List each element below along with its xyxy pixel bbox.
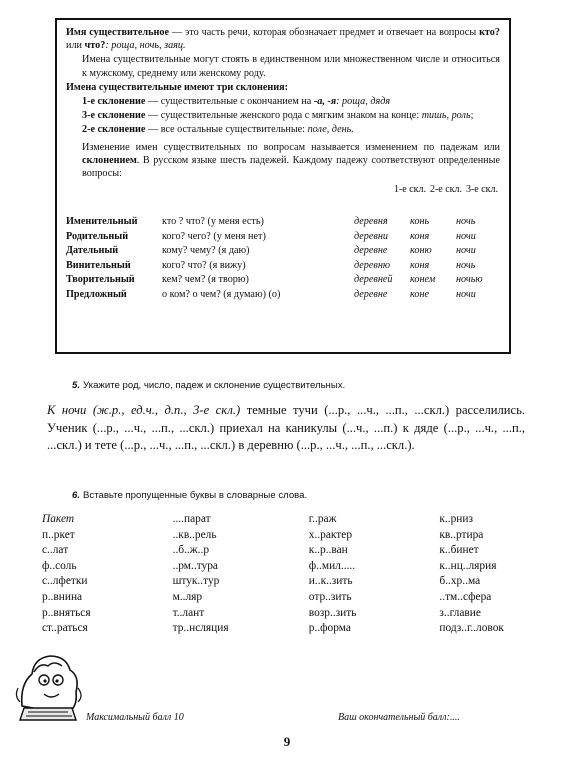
case-name: Родительный <box>66 230 129 242</box>
word-item: т..лант <box>172 606 205 619</box>
exercise-5-text <box>47 402 525 455</box>
word-item: тр..нсляция <box>172 622 229 635</box>
rule-q1: кто? <box>479 27 500 38</box>
case-example-3: ночь <box>456 215 476 227</box>
exercise-6-instruction: Вставьте пропущенные буквы в словарные слова. <box>83 490 308 501</box>
word-item: ф..мил..... <box>308 559 356 572</box>
word-item: отр..зить <box>308 590 352 603</box>
cases-table <box>66 214 500 302</box>
word-item: к..нц..лярия <box>439 559 497 572</box>
word-item: п..ркет <box>42 528 75 541</box>
word-item: с..лфетки <box>42 575 88 588</box>
rule-p4-text-a: Изменение имен существительных по вопросам называется изменением по падежам или <box>82 141 500 153</box>
word-item: р..вняться <box>42 606 91 619</box>
case-row <box>66 258 500 273</box>
rule-p4-text-b: . В русском языке шесть падежей. Каждому падежу соответствуют определенные вопросы: <box>82 154 500 180</box>
case-example-3: ночи <box>456 288 476 300</box>
word-item: б..хр..ма <box>439 575 481 588</box>
word-item: ....парат <box>172 513 211 525</box>
rule-p2: Имена существительные могут стоять в единственном или множественном числе и относиться к мужскому, среднему или женскому роду. <box>82 54 500 79</box>
case-row <box>66 229 500 244</box>
declension-column-heads <box>66 184 500 212</box>
word-item: с..лат <box>42 544 69 557</box>
word-grid <box>42 512 542 637</box>
word-item: возр..зить <box>308 606 357 619</box>
exercise-5-title <box>72 380 345 391</box>
rule-p3-heading: Имена существительные имеют три склонения: <box>66 81 289 93</box>
max-score-label: Максимальный балл 10 <box>86 712 184 723</box>
page-number: 9 <box>283 734 291 749</box>
word-item: ..тм..сфера <box>439 590 492 603</box>
column-head: 2-е скл. <box>429 184 463 196</box>
case-row <box>66 243 500 258</box>
word-item: ..б..ж..р <box>172 544 210 557</box>
case-example-2: конь <box>410 215 430 227</box>
rule-p1-example: : роща, ночь, заяц. <box>105 40 186 52</box>
case-name: Дательный <box>66 245 119 257</box>
case-questions: о ком? о чем? (я думаю) (о) <box>162 288 281 300</box>
exercise-6-title <box>72 490 307 501</box>
word-item: г..раж <box>308 513 337 525</box>
case-example-2: коня <box>410 230 430 242</box>
word-column <box>173 512 309 637</box>
word-item: подз..г..ловок <box>439 622 504 635</box>
word-column <box>42 512 173 637</box>
decl1-name: 1-е склонение <box>82 96 146 108</box>
rule-decl3: 3-е склонение — существительные женского рода с мягким знаком на конце: тишь, роль; <box>82 110 474 122</box>
rule-p4 <box>66 141 500 181</box>
rule-decl2 <box>66 123 500 136</box>
word-item: к..р..ван <box>308 544 348 557</box>
case-example-2: коне <box>410 288 430 300</box>
case-questions: кто ? что? (у меня есть) <box>162 215 264 227</box>
case-example-1: деревне <box>354 245 388 257</box>
exercise-5-instruction: Укажите род, число, падеж и склонение существительных. <box>83 380 346 391</box>
mascot-illustration <box>14 644 84 724</box>
rule-p1-text: — это часть речи, которая обозначает предмет и отвечает на вопросы <box>169 27 480 38</box>
case-example-2: конем <box>410 274 436 286</box>
case-example-3: ночи <box>456 245 476 257</box>
rule-or: или <box>66 40 85 52</box>
word-item: ф..соль <box>42 559 77 572</box>
decl1-example: : роща, дядя <box>336 96 391 108</box>
case-questions: кем? чем? (я творю) <box>162 274 249 286</box>
word-column <box>439 512 542 637</box>
decl2-example: поле, день. <box>307 124 354 136</box>
decl1-ending: -а, -я <box>313 96 337 108</box>
word-item: кв..ртира <box>439 528 484 541</box>
rule-p1 <box>66 26 500 52</box>
case-example-1: деревни <box>354 230 388 242</box>
decl2-name: 2-е склонение <box>82 124 146 136</box>
exercise-5-sample: К ночи (ж.р., ед.ч., д.п., 3-е скл.) <box>47 403 241 417</box>
case-name: Предложный <box>66 288 127 300</box>
word-item: р..форма <box>308 622 351 635</box>
word-column <box>309 512 440 637</box>
case-row <box>66 214 500 229</box>
case-example-3: ночью <box>456 274 483 286</box>
decl1-text: — существительные с окончанием на <box>145 96 314 108</box>
exercise-5-number: 5. <box>72 380 81 391</box>
rule-decl1 <box>66 95 500 108</box>
case-questions: кому? чему? (я даю) <box>162 245 250 257</box>
decl2-text: — все остальные существительные: <box>145 124 308 136</box>
case-example-1: деревню <box>354 259 391 271</box>
decl3-name: 3-е склонение <box>82 110 146 122</box>
case-example-1: деревня <box>354 215 388 227</box>
word-item: к..рниз <box>439 513 473 525</box>
rule-term: Имя существительное <box>66 27 169 38</box>
case-row <box>66 273 500 288</box>
case-name: Именительный <box>66 215 138 227</box>
word-item: ст..раться <box>42 622 88 635</box>
case-example-3: ночи <box>456 230 476 242</box>
final-score-label: Ваш окончательный балл:.... <box>338 712 460 723</box>
word-item: м..ляр <box>172 590 203 603</box>
case-questions: кого? чего? (у меня нет) <box>162 230 266 242</box>
word-item: х..рактер <box>308 528 353 541</box>
word-item: ..кв..рель <box>172 528 217 541</box>
case-example-1: деревне <box>354 288 388 300</box>
case-example-1: деревней <box>354 274 393 286</box>
rule-q2: что? <box>84 40 106 52</box>
word-item: Пакет <box>42 513 75 525</box>
case-name: Винительный <box>66 259 131 271</box>
case-example-2: коня <box>410 259 430 271</box>
case-name: Творительный <box>66 274 135 286</box>
case-questions: кого? что? (я вижу) <box>162 259 246 271</box>
case-example-3: ночь <box>456 259 476 271</box>
column-head: 1-е скл. <box>393 184 427 196</box>
word-item: к..бинет <box>439 544 479 557</box>
exercise-5-body: темные тучи (...р., ...ч., ...п., ...скл.) расселились. Ученик (...р., ...ч., ...п., ...скл.) приехал на каникулы (...ч., ...п.) к дяде (...р., ...ч., ...п., ...скл.) и тете (...р., ...ч., ...п., ...скл.) в деревню (...р., ...ч., ...п., ...скл.). <box>47 403 526 452</box>
case-example-2: коню <box>410 245 432 257</box>
word-item: з..главие <box>439 606 481 619</box>
column-head: 3-е скл. <box>465 184 499 196</box>
decl3-example: тишь, роль <box>421 110 471 122</box>
word-item: р..внина <box>42 590 83 603</box>
word-item: ..рм..тура <box>172 559 218 572</box>
rule-box <box>55 18 511 354</box>
decl3-text: — существительные женского рода с мягким знаком на конце: <box>145 110 422 122</box>
word-item: и..к..зить <box>308 575 353 588</box>
rule-p4-term: склонением <box>82 154 137 166</box>
case-row <box>66 287 500 302</box>
word-item: штук..тур <box>172 575 220 588</box>
exercise-6-number: 6. <box>72 490 81 501</box>
